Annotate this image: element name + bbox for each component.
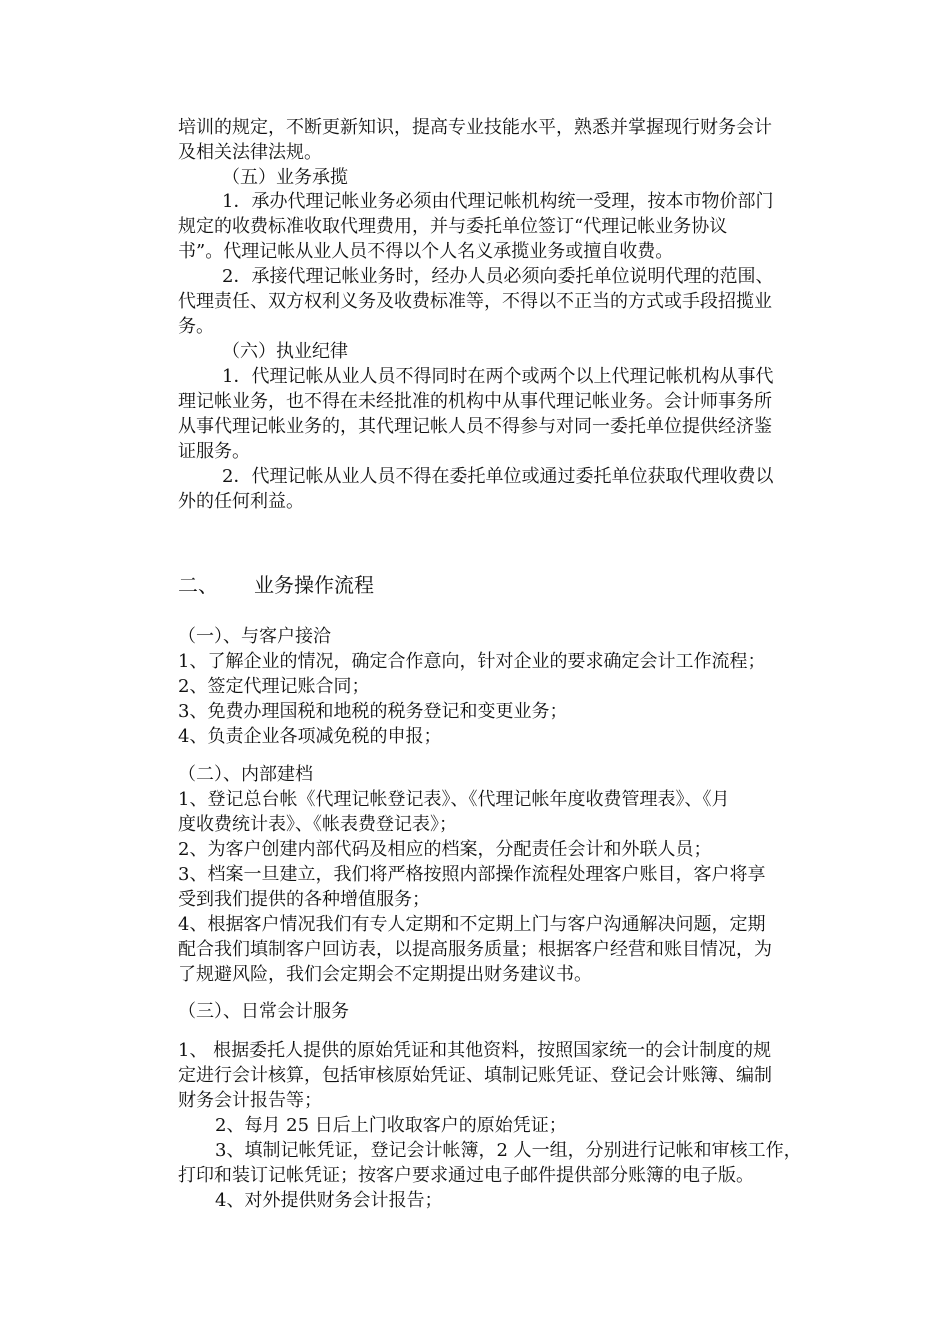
text-line: 务。 xyxy=(178,316,214,337)
text-line: 培训的规定，不断更新知识，提高专业技能水平，熟悉并掌握现行财务会计 xyxy=(178,117,772,138)
text-line: 2、每月 25 日后上门收取客户的原始凭证； xyxy=(215,1115,567,1136)
text-line: 理记帐业务，也不得在未经批准的机构中从事代理记帐业务。会计师事务所 xyxy=(178,391,772,412)
subsection-heading-5: （五）业务承揽 xyxy=(222,167,348,188)
section-number: 二、 xyxy=(178,573,218,597)
text-line: 定进行会计核算，包括审核原始凭证、填制记账凭证、登记会计账簿、编制 xyxy=(178,1065,772,1086)
text-line: 了规避风险，我们会定期会不定期提出财务建议书。 xyxy=(178,964,592,985)
text-line: 度收费统计表》、《帐表费登记表》； xyxy=(178,814,457,835)
text-line: 2．承接代理记帐业务时，经办人员必须向委托单位说明代理的范围、 xyxy=(222,266,774,287)
text-line: 4、对外提供财务会计报告； xyxy=(215,1190,443,1211)
text-line: 1、 根据委托人提供的原始凭证和其他资料，按照国家统一的会计制度的规 xyxy=(178,1040,772,1061)
text-line: 1．承办代理记帐业务必须由代理记帐机构统一受理，按本市物价部门 xyxy=(222,191,774,212)
text-line: 1．代理记帐从业人员不得同时在两个或两个以上代理记帐机构从事代 xyxy=(222,366,774,387)
text-line: 4、负责企业各项减免税的申报； xyxy=(178,726,442,747)
text-line: 2．代理记帐从业人员不得在委托单位或通过委托单位获取代理收费以 xyxy=(222,466,774,487)
text-line: 1、登记总台帐《代理记帐登记表》、《代理记帐年度收费管理表》、《月 xyxy=(178,789,730,810)
text-line: 证服务。 xyxy=(178,441,250,462)
text-line: 书”。代理记帐从业人员不得以个人名义承揽业务或擅自收费。 xyxy=(178,241,674,262)
subsection-heading-2: （二）、内部建档 xyxy=(178,764,313,785)
section-heading xyxy=(178,571,374,599)
text-line: 2、为客户创建内部代码及相应的档案，分配责任会计和外联人员； xyxy=(178,839,712,860)
text-line: 3、档案一旦建立，我们将严格按照内部操作流程处理客户账目，客户将享 xyxy=(178,864,766,885)
text-line: 3、免费办理国税和地税的税务登记和变更业务； xyxy=(178,701,568,722)
text-line: 财务会计报告等； xyxy=(178,1090,322,1111)
text-line: 打印和装订记帐凭证；按客户要求通过电子邮件提供部分账簿的电子版。 xyxy=(178,1165,754,1186)
text-line: 4、根据客户情况我们有专人定期和不定期上门与客户沟通解决问题，定期 xyxy=(178,914,766,935)
text-line: 及相关法律法规。 xyxy=(178,142,322,163)
text-line: 受到我们提供的各种增值服务； xyxy=(178,889,430,910)
text-line: 3、填制记帐凭证，登记会计帐簿，2 人一组，分别进行记帐和审核工作， xyxy=(215,1140,802,1161)
text-line: 代理责任、双方权利义务及收费标准等，不得以不正当的方式或手段招揽业 xyxy=(178,291,772,312)
text-line: 从事代理记帐业务的，其代理记帐人员不得参与对同一委托单位提供经济鉴 xyxy=(178,416,772,437)
text-line: 2、签定代理记账合同； xyxy=(178,676,370,697)
subsection-heading-3: （三）、日常会计服务 xyxy=(178,1001,349,1022)
text-line: 规定的收费标准收取代理费用，并与委托单位签订“代理记帐业务协议 xyxy=(178,216,728,237)
subsection-heading-6: （六）执业纪律 xyxy=(222,341,348,362)
text-line: 1、了解企业的情况，确定合作意向，针对企业的要求确定会计工作流程； xyxy=(178,651,766,672)
subsection-heading-1: （一）、与客户接洽 xyxy=(178,626,331,647)
text-line: 配合我们填制客户回访表，以提高服务质量；根据客户经营和账目情况，为 xyxy=(178,939,772,960)
text-line: 外的任何利益。 xyxy=(178,491,304,512)
section-title: 业务操作流程 xyxy=(254,573,374,597)
